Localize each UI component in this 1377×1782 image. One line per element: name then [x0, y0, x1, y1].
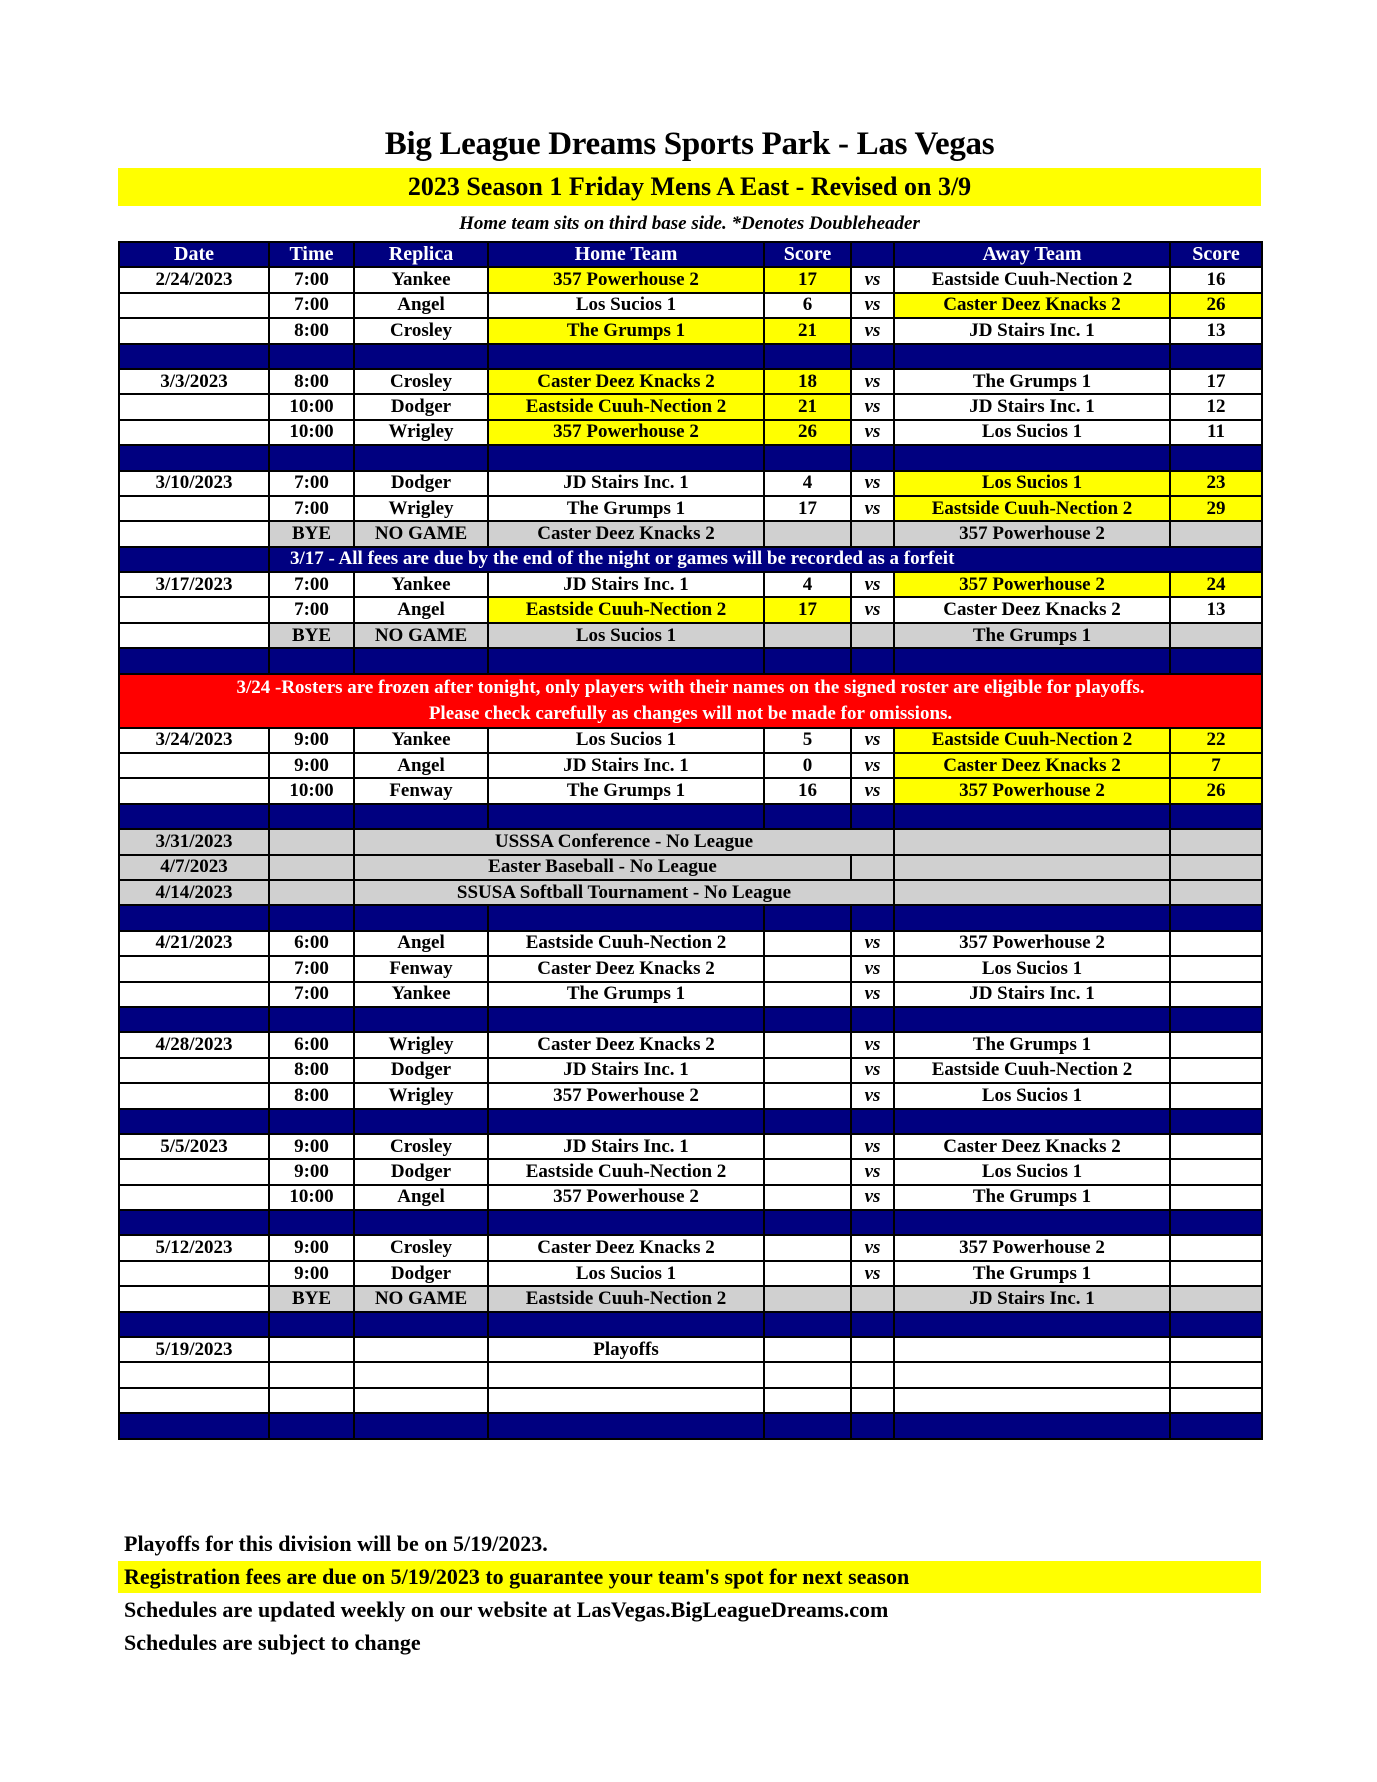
home-team: 357 Powerhouse 2	[488, 420, 764, 445]
table-row	[119, 1083, 1262, 1108]
table-row	[119, 394, 1262, 419]
home-team: JD Stairs Inc. 1	[488, 572, 764, 597]
vs-label: vs	[851, 394, 894, 419]
away-team: Los Sucios 1	[894, 956, 1170, 981]
home-team: 357 Powerhouse 2	[488, 267, 764, 292]
bye-row	[119, 1286, 1262, 1311]
table-row	[119, 420, 1262, 445]
home-team: Eastside Cuuh-Nection 2	[488, 597, 764, 622]
game-time: 10:00	[269, 420, 354, 445]
away-team: Eastside Cuuh-Nection 2	[894, 267, 1170, 292]
table-row	[119, 471, 1262, 496]
home-score: 17	[764, 597, 851, 622]
game-time: 7:00	[269, 267, 354, 292]
home-team: Caster Deez Knacks 2	[488, 1032, 764, 1057]
away-score	[1170, 956, 1262, 981]
header-row	[119, 242, 1262, 267]
away-score	[1170, 1032, 1262, 1057]
game-date	[119, 1261, 269, 1286]
separator-row	[119, 648, 1262, 673]
separator-row	[119, 445, 1262, 470]
home-score	[764, 1261, 851, 1286]
table-row	[119, 1337, 1262, 1362]
home-score: 21	[764, 318, 851, 343]
game-date	[119, 318, 269, 343]
col-date: Date	[119, 242, 269, 267]
table-row	[119, 1134, 1262, 1159]
game-time: 10:00	[269, 1185, 354, 1210]
no-game-label: NO GAME	[354, 521, 488, 546]
table-row	[119, 369, 1262, 394]
table-row	[119, 1159, 1262, 1184]
away-team: Eastside Cuuh-Nection 2	[894, 496, 1170, 521]
game-time: 6:00	[269, 1032, 354, 1057]
home-team: JD Stairs Inc. 1	[488, 471, 764, 496]
home-team: Los Sucios 1	[488, 293, 764, 318]
away-score	[1170, 1159, 1262, 1184]
col-time: Time	[269, 242, 354, 267]
vs-label: vs	[851, 1159, 894, 1184]
away-team: JD Stairs Inc. 1	[894, 982, 1170, 1007]
home-team: Los Sucios 1	[488, 728, 764, 753]
vs-label: vs	[851, 572, 894, 597]
table-row	[119, 1058, 1262, 1083]
game-date	[119, 982, 269, 1007]
separator-row	[119, 344, 1262, 369]
no-game-label: NO GAME	[354, 623, 488, 648]
game-date: 4/21/2023	[119, 931, 269, 956]
game-field: Fenway	[354, 956, 488, 981]
game-date	[119, 1083, 269, 1108]
game-date: 3/17/2023	[119, 572, 269, 597]
vs-label: vs	[851, 293, 894, 318]
fees-notice-row	[119, 547, 1262, 572]
game-field: Yankee	[354, 728, 488, 753]
home-score: 0	[764, 753, 851, 778]
game-time: 9:00	[269, 1159, 354, 1184]
home-team: Caster Deez Knacks 2	[488, 369, 764, 394]
vs-label: vs	[851, 1134, 894, 1159]
home-team: Eastside Cuuh-Nection 2	[488, 394, 764, 419]
vs-label: vs	[851, 420, 894, 445]
home-score: 16	[764, 778, 851, 803]
rosters-notice-line1: 3/24 -Rosters are frozen after tonight, only players with their names on the signed roster are eligible for playoffs.	[236, 676, 1145, 698]
game-field: Yankee	[354, 572, 488, 597]
away-score	[1170, 1134, 1262, 1159]
no-league-label: USSSA Conference - No League	[354, 829, 894, 854]
game-field: Wrigley	[354, 1083, 488, 1108]
home-score: 18	[764, 369, 851, 394]
home-team: Eastside Cuuh-Nection 2	[488, 1159, 764, 1184]
game-date	[119, 753, 269, 778]
away-score: 7	[1170, 753, 1262, 778]
col-away-team: Away Team	[894, 242, 1170, 267]
away-score: 24	[1170, 572, 1262, 597]
game-time: 7:00	[269, 572, 354, 597]
playoffs-label: Playoffs	[488, 1337, 764, 1362]
home-score: 6	[764, 293, 851, 318]
game-field: Wrigley	[354, 496, 488, 521]
col-home-score: Score	[764, 242, 851, 267]
away-score	[1170, 1058, 1262, 1083]
vs-label: vs	[851, 369, 894, 394]
home-team: 357 Powerhouse 2	[488, 1185, 764, 1210]
away-score: 13	[1170, 597, 1262, 622]
home-score	[764, 1032, 851, 1057]
no-league-row	[119, 829, 1262, 854]
page-title: Big League Dreams Sports Park - Las Vegas	[384, 126, 995, 162]
no-league-row	[119, 855, 1262, 880]
vs-label: vs	[851, 471, 894, 496]
home-team: Los Sucios 1	[488, 1261, 764, 1286]
table-row	[119, 778, 1262, 803]
home-score: 4	[764, 471, 851, 496]
rosters-notice	[119, 674, 1262, 728]
home-team: Caster Deez Knacks 2	[488, 521, 764, 546]
away-team: 357 Powerhouse 2	[894, 931, 1170, 956]
vs-label: vs	[851, 1235, 894, 1260]
home-team: JD Stairs Inc. 1	[488, 1134, 764, 1159]
season-subtitle: 2023 Season 1 Friday Mens A East - Revised on 3/9	[118, 168, 1261, 206]
rosters-notice-row	[119, 674, 1262, 728]
home-score: 26	[764, 420, 851, 445]
footer-registration-note: Registration fees are due on 5/19/2023 to guarantee your team's spot for next season	[118, 1561, 1261, 1593]
col-away-score: Score	[1170, 242, 1262, 267]
table-row	[119, 572, 1262, 597]
home-score	[764, 1058, 851, 1083]
table-row	[119, 318, 1262, 343]
away-team: 357 Powerhouse 2	[894, 778, 1170, 803]
game-date: 3/3/2023	[119, 369, 269, 394]
away-team: The Grumps 1	[894, 1261, 1170, 1286]
game-time: 7:00	[269, 496, 354, 521]
game-time: 7:00	[269, 471, 354, 496]
game-time: 8:00	[269, 1058, 354, 1083]
table-row	[119, 1362, 1262, 1387]
game-date: 5/19/2023	[119, 1337, 269, 1362]
footer-website-note: Schedules are updated weekly on our website at LasVegas.BigLeagueDreams.com	[124, 1597, 889, 1622]
home-team: JD Stairs Inc. 1	[488, 1058, 764, 1083]
vs-label: vs	[851, 496, 894, 521]
home-score: 5	[764, 728, 851, 753]
away-score	[1170, 982, 1262, 1007]
away-score	[1170, 1261, 1262, 1286]
game-date	[119, 1159, 269, 1184]
table-row	[119, 496, 1262, 521]
away-team: The Grumps 1	[894, 369, 1170, 394]
away-team: Caster Deez Knacks 2	[894, 753, 1170, 778]
game-field: Dodger	[354, 1261, 488, 1286]
vs-label: vs	[851, 931, 894, 956]
vs-label: vs	[851, 267, 894, 292]
away-score: 22	[1170, 728, 1262, 753]
away-team: JD Stairs Inc. 1	[894, 318, 1170, 343]
game-date: 4/28/2023	[119, 1032, 269, 1057]
table-row	[119, 982, 1262, 1007]
game-date	[119, 496, 269, 521]
game-field: Crosley	[354, 318, 488, 343]
separator-row	[119, 1312, 1262, 1337]
home-team: Los Sucios 1	[488, 623, 764, 648]
home-team: Caster Deez Knacks 2	[488, 956, 764, 981]
home-team: The Grumps 1	[488, 318, 764, 343]
table-row	[119, 1235, 1262, 1260]
game-field: Fenway	[354, 778, 488, 803]
home-score	[764, 931, 851, 956]
away-team: Caster Deez Knacks 2	[894, 597, 1170, 622]
vs-label: vs	[851, 1185, 894, 1210]
col-replica: Replica	[354, 242, 488, 267]
home-score: 21	[764, 394, 851, 419]
game-field: Crosley	[354, 369, 488, 394]
separator-row	[119, 905, 1262, 930]
game-date	[119, 521, 269, 546]
game-time: 7:00	[269, 293, 354, 318]
away-team: Los Sucios 1	[894, 1083, 1170, 1108]
game-time: 9:00	[269, 753, 354, 778]
game-time: 9:00	[269, 728, 354, 753]
home-score	[764, 1185, 851, 1210]
table-row	[119, 293, 1262, 318]
away-team: Eastside Cuuh-Nection 2	[894, 1058, 1170, 1083]
game-date	[119, 597, 269, 622]
game-date	[119, 623, 269, 648]
game-date: 3/24/2023	[119, 728, 269, 753]
game-time: 6:00	[269, 931, 354, 956]
footer-change-note: Schedules are subject to change	[124, 1630, 421, 1655]
away-score: 23	[1170, 471, 1262, 496]
home-team: The Grumps 1	[488, 982, 764, 1007]
away-team: Eastside Cuuh-Nection 2	[894, 728, 1170, 753]
away-team: Los Sucios 1	[894, 471, 1170, 496]
bye-row	[119, 623, 1262, 648]
bye-label: BYE	[269, 623, 354, 648]
game-date: 5/5/2023	[119, 1134, 269, 1159]
game-time: 9:00	[269, 1235, 354, 1260]
game-date: 4/7/2023	[119, 855, 269, 880]
away-team: 357 Powerhouse 2	[894, 521, 1170, 546]
game-date	[119, 1286, 269, 1311]
game-field: Angel	[354, 753, 488, 778]
away-team: 357 Powerhouse 2	[894, 1235, 1170, 1260]
game-field: Angel	[354, 597, 488, 622]
game-date: 3/10/2023	[119, 471, 269, 496]
vs-label: vs	[851, 982, 894, 1007]
game-date	[119, 1058, 269, 1083]
game-date: 2/24/2023	[119, 267, 269, 292]
table-row	[119, 956, 1262, 981]
away-score: 16	[1170, 267, 1262, 292]
game-field: Angel	[354, 293, 488, 318]
away-team: Los Sucios 1	[894, 1159, 1170, 1184]
game-time: 10:00	[269, 778, 354, 803]
home-score	[764, 1134, 851, 1159]
table-row	[119, 931, 1262, 956]
no-league-label: Easter Baseball - No League	[354, 855, 851, 880]
home-team: Caster Deez Knacks 2	[488, 1235, 764, 1260]
game-time: 8:00	[269, 318, 354, 343]
away-score: 11	[1170, 420, 1262, 445]
separator-row	[119, 1007, 1262, 1032]
game-date: 3/31/2023	[119, 829, 269, 854]
table-row	[119, 597, 1262, 622]
schedule-table	[118, 241, 1263, 1440]
game-time: 9:00	[269, 1134, 354, 1159]
vs-label: vs	[851, 1032, 894, 1057]
away-score: 17	[1170, 369, 1262, 394]
away-team: Caster Deez Knacks 2	[894, 1134, 1170, 1159]
vs-label: vs	[851, 318, 894, 343]
col-home-team: Home Team	[488, 242, 764, 267]
game-field: Angel	[354, 931, 488, 956]
table-row	[119, 267, 1262, 292]
table-row	[119, 1261, 1262, 1286]
game-date	[119, 956, 269, 981]
rosters-notice-line2: Please check carefully as changes will not be made for omissions.	[428, 702, 953, 724]
home-score	[764, 956, 851, 981]
footer-playoffs-note: Playoffs for this division will be on 5/19/2023.	[124, 1531, 548, 1556]
table-row	[119, 1032, 1262, 1057]
game-time: 9:00	[269, 1261, 354, 1286]
vs-label: vs	[851, 1083, 894, 1108]
no-league-row	[119, 880, 1262, 905]
separator-row	[119, 1413, 1262, 1438]
away-team: The Grumps 1	[894, 623, 1170, 648]
vs-label: vs	[851, 1058, 894, 1083]
away-team: 357 Powerhouse 2	[894, 572, 1170, 597]
game-field: Yankee	[354, 982, 488, 1007]
game-date	[119, 1185, 269, 1210]
bye-label: BYE	[269, 521, 354, 546]
game-field: Wrigley	[354, 420, 488, 445]
col-vs	[851, 242, 894, 267]
separator-row	[119, 1210, 1262, 1235]
separator-row	[119, 1109, 1262, 1134]
vs-label: vs	[851, 753, 894, 778]
home-score	[764, 982, 851, 1007]
game-time: 8:00	[269, 1083, 354, 1108]
vs-label: vs	[851, 597, 894, 622]
game-field: Dodger	[354, 471, 488, 496]
fees-notice: 3/17 - All fees are due by the end of the night or games will be recorded as a forfeit	[269, 547, 1262, 572]
game-field: Dodger	[354, 1159, 488, 1184]
table-row	[119, 1388, 1262, 1413]
game-field: Dodger	[354, 1058, 488, 1083]
home-score: 4	[764, 572, 851, 597]
separator-row	[119, 804, 1262, 829]
vs-label: vs	[851, 778, 894, 803]
game-date	[119, 394, 269, 419]
vs-label: vs	[851, 728, 894, 753]
game-field: Crosley	[354, 1235, 488, 1260]
home-team: 357 Powerhouse 2	[488, 1083, 764, 1108]
away-team: JD Stairs Inc. 1	[894, 394, 1170, 419]
game-time: 7:00	[269, 982, 354, 1007]
away-team: The Grumps 1	[894, 1032, 1170, 1057]
away-score: 26	[1170, 778, 1262, 803]
game-date: 4/14/2023	[119, 880, 269, 905]
vs-label: vs	[851, 956, 894, 981]
no-league-label: SSUSA Softball Tournament - No League	[354, 880, 894, 905]
game-field: Crosley	[354, 1134, 488, 1159]
table-row	[119, 753, 1262, 778]
game-field: Angel	[354, 1185, 488, 1210]
home-team-note: Home team sits on third base side. *Denotes Doubleheader	[459, 213, 920, 234]
home-score	[764, 1159, 851, 1184]
game-time: 8:00	[269, 369, 354, 394]
home-team: Eastside Cuuh-Nection 2	[488, 931, 764, 956]
away-score	[1170, 1235, 1262, 1260]
home-score	[764, 1083, 851, 1108]
game-time: 7:00	[269, 956, 354, 981]
home-team: The Grumps 1	[488, 496, 764, 521]
home-team: Eastside Cuuh-Nection 2	[488, 1286, 764, 1311]
bye-label: BYE	[269, 1286, 354, 1311]
away-team: Caster Deez Knacks 2	[894, 293, 1170, 318]
game-time: 10:00	[269, 394, 354, 419]
away-score: 26	[1170, 293, 1262, 318]
away-score: 12	[1170, 394, 1262, 419]
game-field: Dodger	[354, 394, 488, 419]
game-time: 7:00	[269, 597, 354, 622]
home-score	[764, 1235, 851, 1260]
away-team: The Grumps 1	[894, 1185, 1170, 1210]
game-date	[119, 420, 269, 445]
table-row	[119, 1185, 1262, 1210]
home-score: 17	[764, 496, 851, 521]
away-team: JD Stairs Inc. 1	[894, 1286, 1170, 1311]
bye-row	[119, 521, 1262, 546]
home-team: The Grumps 1	[488, 778, 764, 803]
home-score: 17	[764, 267, 851, 292]
away-score	[1170, 1185, 1262, 1210]
game-date: 5/12/2023	[119, 1235, 269, 1260]
home-team: JD Stairs Inc. 1	[488, 753, 764, 778]
game-field: Yankee	[354, 267, 488, 292]
away-score	[1170, 1083, 1262, 1108]
away-score: 29	[1170, 496, 1262, 521]
vs-label: vs	[851, 1261, 894, 1286]
game-field: Wrigley	[354, 1032, 488, 1057]
table-row	[119, 728, 1262, 753]
away-score: 13	[1170, 318, 1262, 343]
no-game-label: NO GAME	[354, 1286, 488, 1311]
game-date	[119, 778, 269, 803]
game-date	[119, 293, 269, 318]
away-score	[1170, 931, 1262, 956]
away-team: Los Sucios 1	[894, 420, 1170, 445]
